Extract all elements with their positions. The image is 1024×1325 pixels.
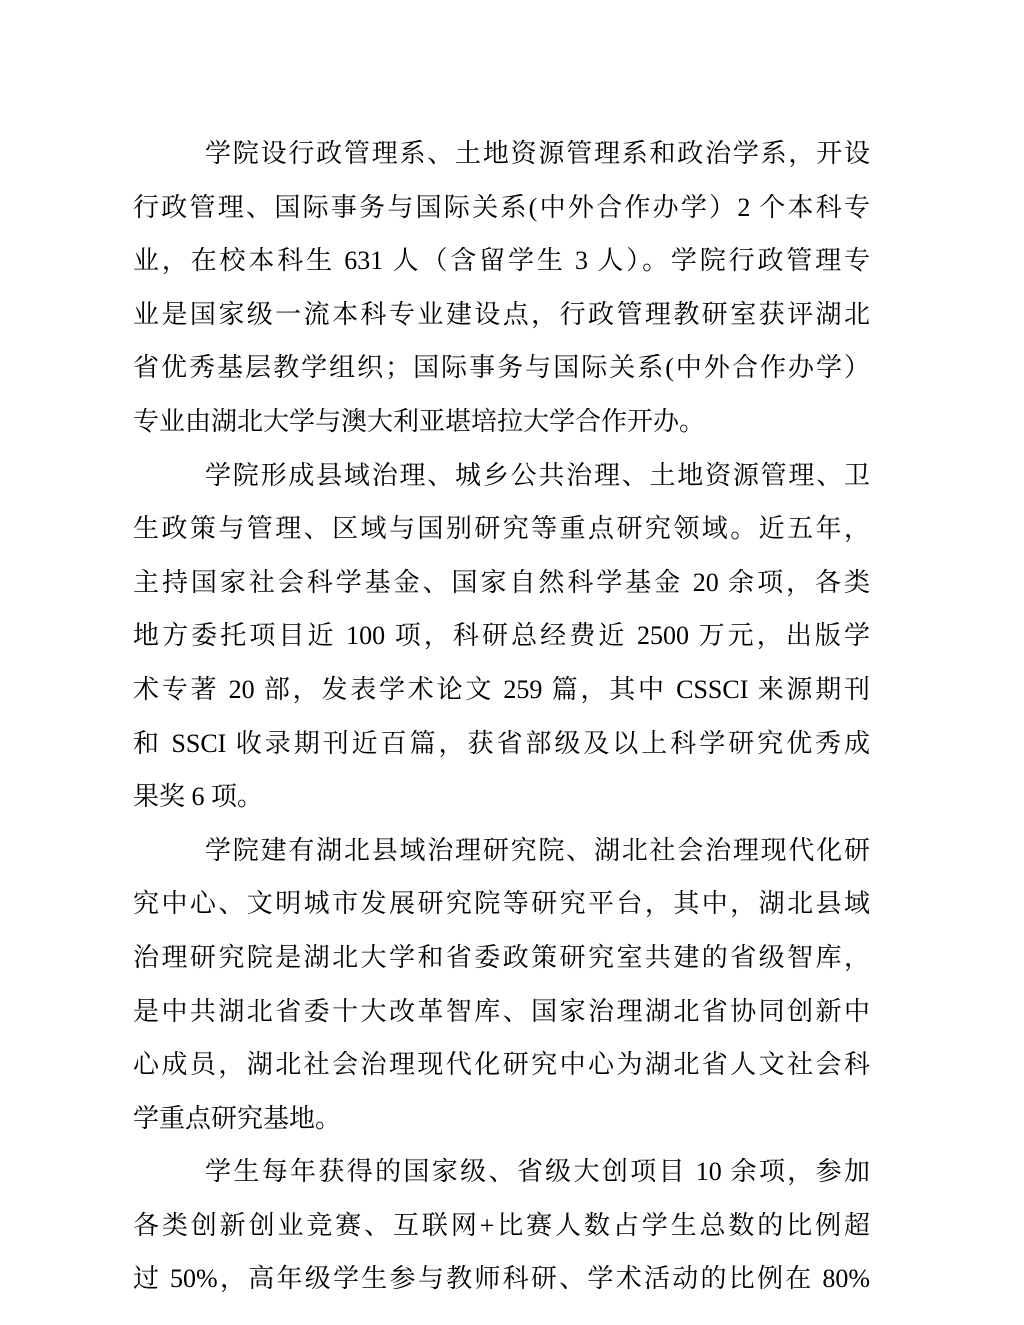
text-line: 地方委托项目近 100 项，科研总经费近 2500 万元，出版学: [133, 621, 870, 651]
text-line: 是中共湖北省委十大改革智库、国家治理湖北省协同创新中: [133, 996, 870, 1026]
text-line: 过 50%，高年级学生参与教师科研、学术活动的比例在 80%: [133, 1264, 870, 1294]
text-line: 省优秀基层教学组织；国际事务与国际关系(中外合作办学）: [133, 353, 870, 383]
text-line: 学院建有湖北县域治理研究院、湖北社会治理现代化研: [205, 835, 870, 865]
text-line: 学院形成县域治理、城乡公共治理、土地资源管理、卫: [205, 460, 870, 490]
text-line: 学院设行政管理系、土地资源管理系和政治学系，开设: [205, 139, 870, 168]
text-line: 学生每年获得的国家级、省级大创项目 10 余项，参加: [205, 1157, 870, 1187]
text-line: 行政管理、国际事务与国际关系(中外合作办学）2 个本科专: [133, 192, 870, 222]
text-line: 心成员，湖北社会治理现代化研究中心为湖北省人文社会科: [133, 1050, 870, 1080]
text-line: 业，在校本科生 631 人（含留学生 3 人）。学院行政管理专: [133, 246, 870, 276]
text-line: 学重点研究基地。: [133, 1103, 342, 1133]
text-line: 究中心、文明城市发展研究院等研究平台，其中，湖北县域: [133, 889, 870, 919]
text-line: 治理研究院是湖北大学和省委政策研究室共建的省级智库，: [133, 942, 870, 972]
text-line: 果奖 6 项。: [133, 782, 264, 812]
text-line: 业是国家级一流本科专业建设点，行政管理教研室获评湖北: [133, 299, 870, 329]
text-line: 主持国家社会科学基金、国家自然科学基金 20 余项，各类: [133, 567, 870, 597]
document-text-block: [133, 127, 870, 1306]
text-line: 和 SSCI 收录期刊近百篇，获省部级及以上科学研究优秀成: [133, 728, 870, 758]
text-line: 专业由湖北大学与澳大利亚堪培拉大学合作开办。: [133, 406, 706, 436]
text-line: 生政策与管理、区域与国别研究等重点研究领域。近五年，: [133, 514, 870, 544]
text-line: 术专著 20 部，发表学术论文 259 篇，其中 CSSCI 来源期刊: [133, 674, 870, 704]
text-line: 各类创新创业竞赛、互联网+比赛人数占学生总数的比例超: [133, 1210, 870, 1240]
